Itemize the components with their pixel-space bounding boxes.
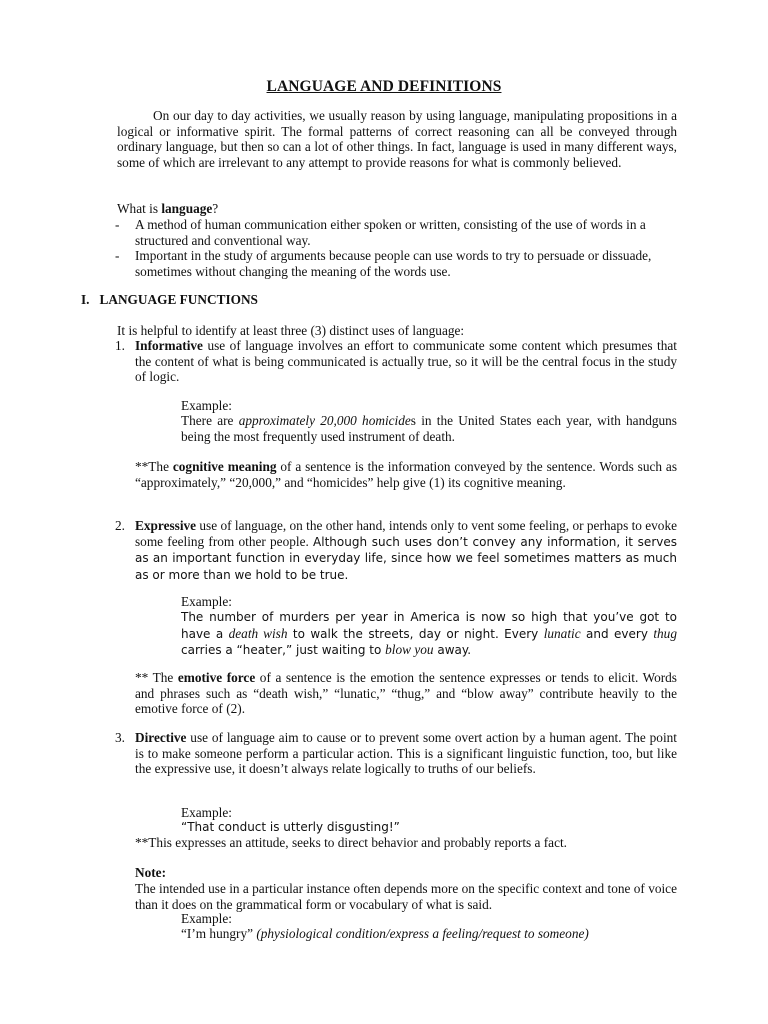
example-emphasis: (physiological condition/express a feeling/request to someone) [256,926,589,941]
function-item-expressive: 2. Expressive use of language, on the other hand, intends only to vent some feeling, or perhaps to evoke some feeling from other people. Although such uses don’t convey any information, it serves as an important function in everyday life, since how we feel sometimes matters as much as or more than we hold to be true. [115,518,677,582]
note-term: emotive force [177,670,256,685]
page-title: LANGUAGE AND DEFINITIONS [266,78,502,95]
example-text: “That conduct is utterly disgusting!” [181,820,400,834]
section-heading [81,292,641,308]
section-numeral: I. [81,292,90,307]
directive-note: **This expresses an attitude, seeks to direct behavior and probably reports a fact. [135,835,568,850]
bullet-text: A method of human communication either spoken or written, consisting of the use of words in a structured and conventional way. [135,217,646,248]
item-term: Directive [135,730,187,745]
list-item [115,248,677,279]
note-term: cognitive meaning [172,459,277,474]
item-text: use of language involves an effort to communicate some content which presumes that the content of what is being communicated is actually true, so it will be the central focus in the study of logic. [135,338,677,385]
emotive-force-note: ** The emotive force of a sentence is the emotion the sentence expresses or tends to elicit. Words and phrases such as “death wish,” “lunatic,” “thug,” and “blow away” contribute heavily to the emotive force of (2). [135,670,677,717]
bullet-text: Important in the study of arguments because people can use words to try to persuade or dissuade, sometimes without changing the meaning of the words use. [135,248,652,279]
example-label: Example: [181,911,232,926]
example-text: “I’m hungry” (physiological condition/express a feeling/request to someone) [181,926,589,941]
cognitive-meaning-note: **The cognitive meaning of a sentence is the information conveyed by the sentence. Words such as “approximately,” “20,000,” and “homicides” help give (1) its cognitive meaning. [135,459,677,490]
item-text: use of language aim to cause or to prevent some overt action by a human agent. The point is to make someone perform a particular action. This is a significant linguistic function, too, but like the expressive use, it doesn’t always relate logically to truths of our beliefs. [135,730,677,777]
function-item-informative [115,338,677,385]
bullet-marker: - [115,217,120,232]
language-term: language [161,201,213,216]
example-label: Example: [181,805,232,820]
bullet-marker: - [115,248,120,264]
what-is-prefix: What is [117,201,162,216]
what-is-suffix: ? [212,201,219,216]
item-number: 1. [115,338,125,353]
example-emphasis: approximately 20,000 homicide [238,413,411,428]
section-heading-text: LANGUAGE FUNCTIONS [99,292,258,307]
example-text: There are approximately 20,000 homicides in the United States each year, with handguns being the most frequently used instrument of death. [181,413,677,444]
item-number: 2. [115,518,125,533]
item-term: Expressive [135,518,197,533]
example-text: The number of murders per year in America is now so high that you’ve got to have a death wish to walk the streets, day or night. Every lunatic and every thug carries a “heater,” just waiting to blow you away. [181,610,677,658]
what-is-language [117,201,677,217]
note-text: The intended use in a particular instance often depends more on the specific context and tone of voice than it does on the grammatical form or vocabulary of what is said. [135,881,677,912]
example-label: Example: [181,594,232,609]
function-item-directive [115,730,677,777]
intro-paragraph: On our day to day activities, we usually reason by using language, manipulating propositions in a logical or informative spirit. The formal patterns of correct reasoning can all be conveyed through ordinary language, but then so can a lot of other things. In fact, language is used in many different ways, some of which are irrelevant to any attempt to provide reasons for what is commonly believed. [117,108,677,170]
example-label: Example: [181,398,232,413]
list-item [115,217,677,248]
definition-bullets [115,217,677,279]
note-label: Note: [135,865,167,880]
lead-paragraph: It is helpful to identify at least three (3) distinct uses of language: [117,323,465,338]
item-number: 3. [115,730,125,745]
item-term: Informative [135,338,203,353]
